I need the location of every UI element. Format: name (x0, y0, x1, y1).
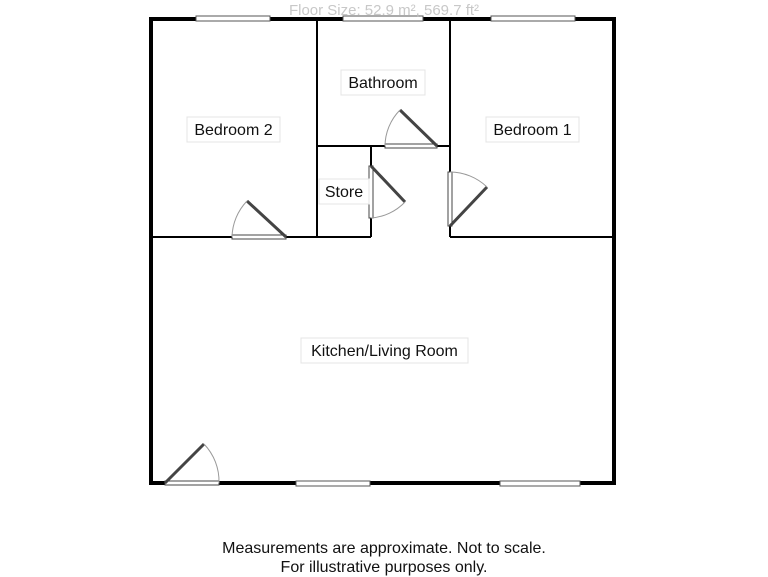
door-entrance (165, 444, 219, 485)
disclaimer-line-1: Measurements are approximate. Not to scale. (222, 540, 546, 557)
svg-text:Bedroom 1: Bedroom 1 (493, 122, 572, 139)
doors (165, 110, 487, 485)
room-label-store (319, 179, 369, 204)
svg-text:Bathroom: Bathroom (348, 75, 418, 92)
room-label-bathroom (341, 70, 425, 95)
window-kitchen-right (500, 481, 580, 486)
svg-text:Kitchen/Living Room: Kitchen/Living Room (311, 343, 458, 360)
room-label-bedroom-1 (486, 117, 579, 142)
svg-text:Bedroom 2: Bedroom 2 (194, 122, 273, 139)
window-kitchen-left (296, 481, 370, 486)
svg-text:Store: Store (324, 184, 364, 201)
door-bedroom-2 (232, 201, 286, 239)
disclaimer-line-2: For illustrative purposes only. (280, 559, 488, 576)
door-store (369, 166, 405, 218)
room-label-kitchen-living (301, 338, 468, 363)
floor-size-text: Floor Size: 52.9 m², 569.7 ft² (288, 2, 480, 19)
door-bathroom (385, 110, 437, 148)
disclaimer (0, 539, 768, 577)
room-label-bedroom-2 (187, 117, 280, 142)
door-bedroom-1 (448, 172, 487, 226)
